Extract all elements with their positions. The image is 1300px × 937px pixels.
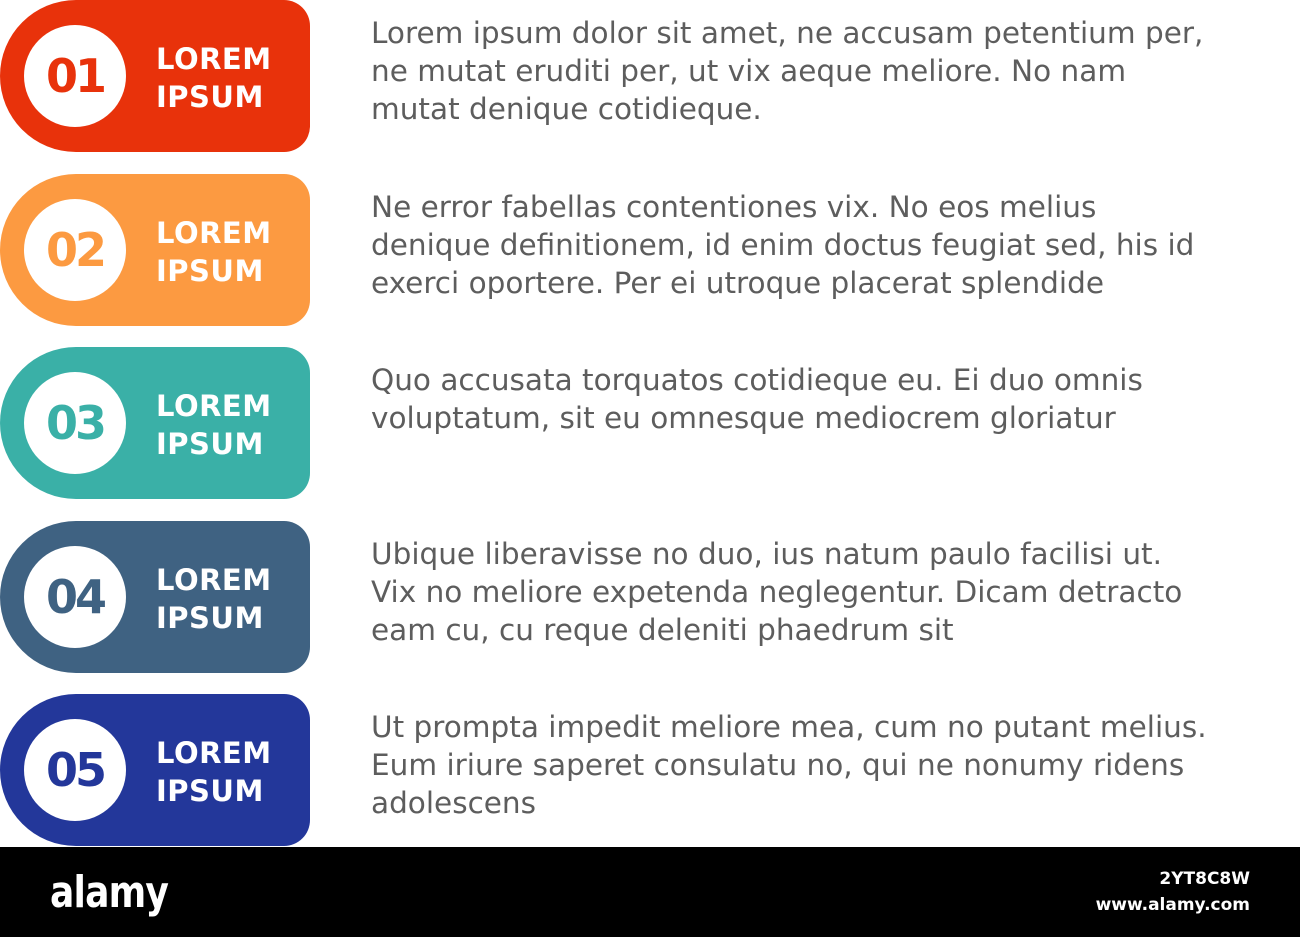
step-5-description-line: Ut prompta impedit meliore mea, cum no putant melius. — [371, 710, 1207, 744]
step-1-badge — [0, 0, 310, 152]
step-3-number-circle — [24, 372, 126, 474]
step-4-description-line: Vix no meliore expetenda neglegentur. Dicam detracto — [371, 575, 1183, 609]
step-3-description-line: Quo accusata torquatos cotidieque eu. Ei duo omnis — [371, 363, 1143, 397]
step-row-2 — [0, 174, 1300, 326]
step-5-description-line: Eum iriure saperet consulatu no, qui ne nonumy ridens — [371, 748, 1185, 782]
step-row-5 — [0, 694, 1300, 846]
alamy-logo: alamy — [50, 867, 169, 918]
step-1-label — [156, 40, 306, 116]
step-4-label — [156, 561, 306, 637]
step-1-description-line: mutat denique cotidieque. — [371, 92, 762, 126]
watermark-footer — [0, 847, 1300, 937]
step-4-label-line2: IPSUM — [156, 601, 264, 635]
step-1-label-line1: LOREM — [156, 42, 272, 76]
step-5-label-line2: IPSUM — [156, 774, 264, 808]
step-row-4 — [0, 521, 1300, 673]
step-2-badge — [0, 174, 310, 326]
step-2-label-line1: LOREM — [156, 216, 272, 250]
step-2-number-circle — [24, 199, 126, 301]
step-1-description — [371, 14, 1300, 128]
step-3-number: 03 — [45, 396, 104, 450]
step-5-number: 05 — [45, 743, 104, 797]
step-row-3 — [0, 347, 1300, 499]
step-4-description-line: Ubique liberavisse no duo, ius natum paulo facilisi ut. — [371, 537, 1162, 571]
step-1-number-circle — [24, 25, 126, 127]
step-row-1 — [0, 0, 1300, 152]
step-3-label-line1: LOREM — [156, 389, 272, 423]
step-2-description-line: denique definitionem, id enim doctus feugiat sed, his id — [371, 228, 1195, 262]
step-4-badge — [0, 521, 310, 673]
step-5-badge — [0, 694, 310, 846]
step-2-description-line: Ne error fabellas contentiones vix. No eos melius — [371, 190, 1097, 224]
step-3-badge — [0, 347, 310, 499]
step-2-label — [156, 214, 306, 290]
step-1-description-line: Lorem ipsum dolor sit amet, ne accusam petentium per, — [371, 16, 1204, 50]
step-4-number-circle — [24, 546, 126, 648]
step-4-description-line: eam cu, cu reque deleniti phaedrum sit — [371, 613, 954, 647]
step-5-description — [371, 708, 1300, 822]
step-1-label-line2: IPSUM — [156, 80, 264, 114]
step-3-label-line2: IPSUM — [156, 427, 264, 461]
step-4-number: 04 — [45, 570, 104, 624]
step-1-number: 01 — [45, 49, 104, 103]
step-2-description — [371, 188, 1300, 302]
image-reference — [1096, 866, 1250, 918]
step-5-label-line1: LOREM — [156, 736, 272, 770]
step-5-description-line: adolescens — [371, 786, 537, 820]
step-2-label-line2: IPSUM — [156, 254, 264, 288]
step-4-description — [371, 535, 1300, 649]
step-5-label — [156, 734, 306, 810]
step-2-number: 02 — [45, 223, 104, 277]
step-5-number-circle — [24, 719, 126, 821]
step-3-description — [371, 361, 1300, 437]
step-1-description-line: ne mutat eruditi per, ut vix aeque meliore. No nam — [371, 54, 1127, 88]
step-3-label — [156, 387, 306, 463]
image-id: 2YT8C8W — [1159, 869, 1250, 889]
step-4-label-line1: LOREM — [156, 563, 272, 597]
site-url: www.alamy.com — [1095, 895, 1250, 915]
step-3-description-line: voluptatum, sit eu omnesque mediocrem gloriatur — [371, 401, 1116, 435]
step-2-description-line: exerci oportere. Per ei utroque placerat splendide — [371, 266, 1104, 300]
